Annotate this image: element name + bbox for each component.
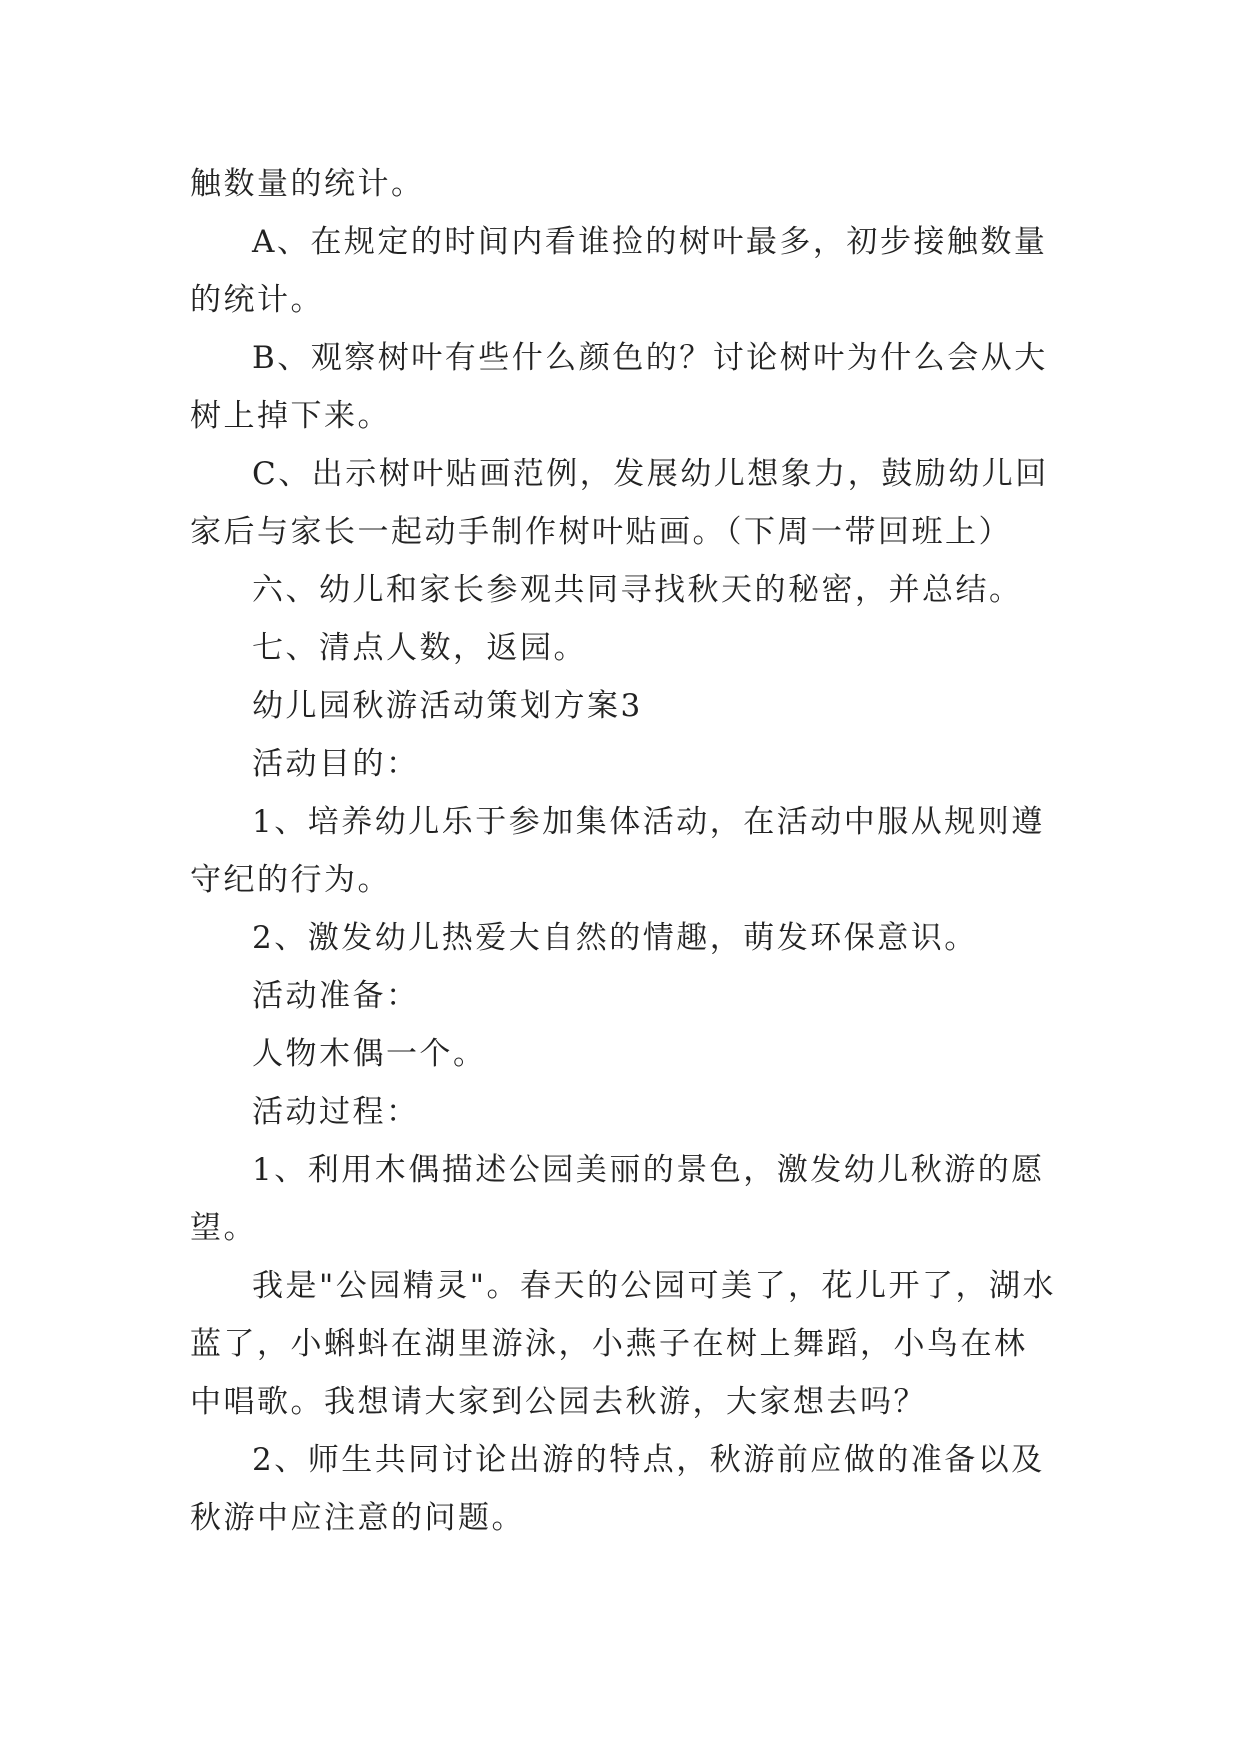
subheading-preparation: 活动准备： (252, 978, 420, 1014)
document-body (190, 155, 1060, 1547)
paragraph-10: 2、激发幼儿热爱大自然的情趣，萌发环保意识。 (252, 920, 978, 956)
paragraph-9: 1、培养幼儿乐于参加集体活动，在活动中服从规则遵守纪的行为。 (190, 804, 1045, 898)
paragraph-6: 七、清点人数，返园。 (252, 630, 587, 666)
paragraph-4: C、出示树叶贴画范例，发展幼儿想象力，鼓励幼儿回家后与家长一起动手制作树叶贴画。（下周一带回班上） (190, 456, 1049, 550)
section-heading: 幼儿园秋游活动策划方案3 (252, 688, 643, 724)
paragraph-16: 2、师生共同讨论出游的特点，秋游前应做的准备以及秋游中应注意的问题。 (190, 1442, 1045, 1536)
paragraph-12: 人物木偶一个。 (252, 1036, 487, 1072)
paragraph-2: A、在规定的时间内看谁捡的树叶最多，初步接触数量的统计。 (190, 224, 1048, 318)
subheading-purpose: 活动目的： (252, 746, 420, 782)
paragraph-3: B、观察树叶有些什么颜色的？讨论树叶为什么会从大树上掉下来。 (190, 340, 1048, 434)
subheading-process: 活动过程： (252, 1094, 420, 1130)
paragraph-1: 触数量的统计。 (190, 166, 425, 202)
paragraph-15: 我是"公园精灵"。春天的公园可美了，花儿开了，湖水蓝了，小蝌蚪在湖里游泳，小燕子在树上舞蹈，小鸟在林中唱歌。我想请大家到公园去秋游，大家想去吗？ (190, 1268, 1057, 1420)
paragraph-14: 1、利用木偶描述公园美丽的景色，激发幼儿秋游的愿望。 (190, 1152, 1045, 1246)
paragraph-5: 六、幼儿和家长参观共同寻找秋天的秘密，并总结。 (252, 572, 1023, 608)
